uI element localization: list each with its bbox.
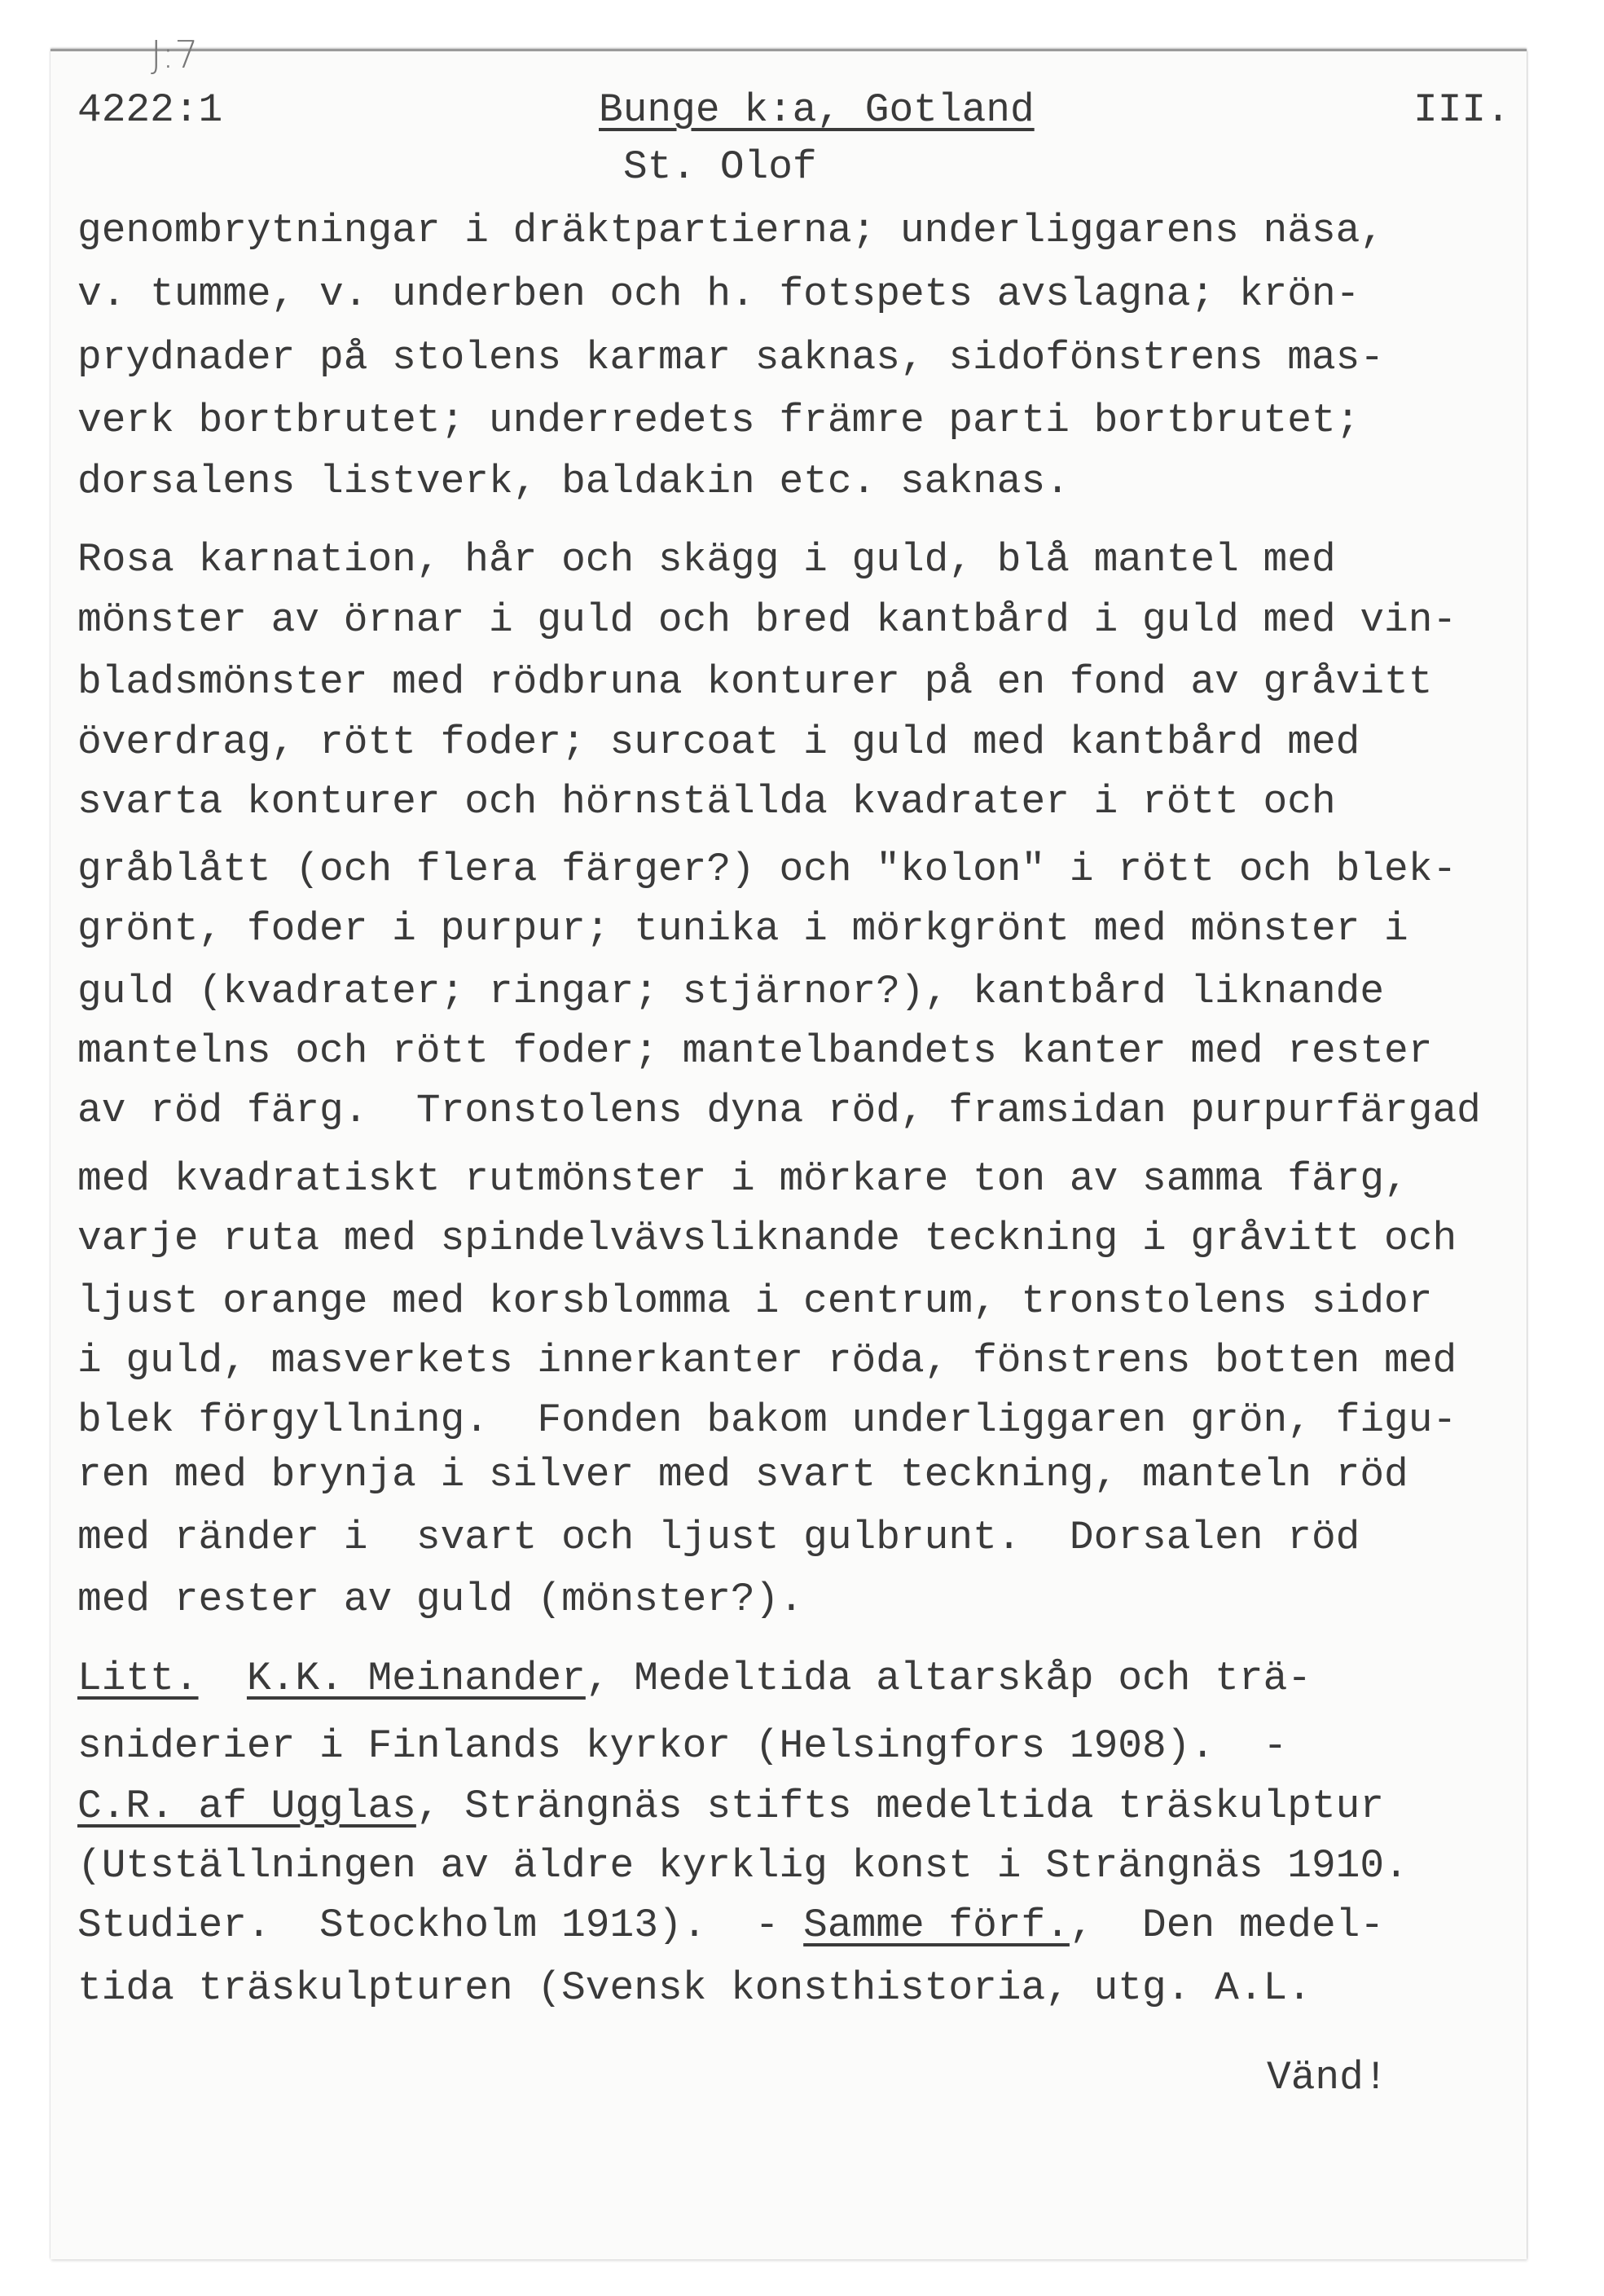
text-line: mantelns och rött foder; mantelbandets kanter med rester xyxy=(77,1028,1433,1074)
catalog-number: 4222:1 xyxy=(77,87,223,133)
author-ugglas: C.R. af Ugglas xyxy=(77,1784,416,1829)
text-line: Rosa karnation, hår och skägg i guld, blå mantel med xyxy=(77,537,1336,583)
text-line: genombrytningar i dräktpartierna; underliggarens näsa, xyxy=(77,208,1385,253)
handwritten-note: J:7 xyxy=(151,33,199,77)
text-line: bladsmönster med rödbruna konturer på en fond av gråvitt xyxy=(77,659,1433,705)
text-line: dorsalens listverk, baldakin etc. saknas. xyxy=(77,459,1070,504)
citation-text: , Medeltida altarskåp och trä- xyxy=(585,1656,1312,1701)
page-numeral: III. xyxy=(1413,87,1510,133)
text-line: med ränder i svart och ljust gulbrunt. Dorsalen röd xyxy=(77,1515,1360,1560)
location-title: Bunge k:a, Gotland xyxy=(599,87,1035,133)
citation-text: , Den medel- xyxy=(1069,1902,1385,1948)
author-meinander: K.K. Meinander xyxy=(246,1656,586,1701)
text-line: varje ruta med spindelvävsliknande teckning i gråvitt och xyxy=(77,1216,1457,1261)
text-line: mönster av örnar i guld och bred kantbård i guld med vin- xyxy=(77,597,1457,643)
citation-text: , Strängnäs stifts medeltida träskulptur xyxy=(415,1784,1385,1829)
text-line: ren med brynja i silver med svart teckning, manteln röd xyxy=(77,1452,1408,1498)
text-line: grönt, foder i purpur; tunika i mörkgrönt med mönster i xyxy=(77,906,1408,952)
text-line: av röd färg. Tronstolens dyna röd, framsidan purpurfärgad xyxy=(77,1088,1481,1133)
text-line: i guld, masverkets innerkanter röda, fönstrens botten med xyxy=(77,1338,1457,1383)
text-line: v. tumme, v. underben och h. fotspets avslagna; krön- xyxy=(77,271,1360,317)
text-line: gråblått (och flera färger?) och "kolon" i rött och blek- xyxy=(77,847,1457,892)
subject-title: St. Olof xyxy=(623,144,817,190)
literature-line xyxy=(77,1901,1384,1950)
literature-label: Litt. xyxy=(77,1656,199,1701)
author-samme-forf: Samme förf. xyxy=(803,1902,1070,1948)
text-line: svarta konturer och hörnställda kvadrater i rött och xyxy=(77,779,1336,825)
text-line: med rester av guld (mönster?). xyxy=(77,1577,804,1622)
text-line: ljust orange med korsblomma i centrum, tronstolens sidor xyxy=(77,1278,1433,1324)
text-line: blek förgyllning. Fonden bakom underliggaren grön, figu- xyxy=(77,1397,1457,1443)
text-line: överdrag, rött foder; surcoat i guld med kantbård med xyxy=(77,719,1360,765)
literature-line: tida träskulpturen (Svensk konsthistoria, utg. A.L. xyxy=(77,1965,1312,2011)
text-line: prydnader på stolens karmar saknas, sidofönstrens mas- xyxy=(77,335,1385,380)
citation-text: Studier. Stockholm 1913). - xyxy=(77,1902,804,1948)
text-line: verk bortbrutet; underredets främre parti bortbrutet; xyxy=(77,398,1360,443)
literature-line: sniderier i Finlands kyrkor (Helsingfors 1908). - xyxy=(77,1723,1288,1769)
literature-line xyxy=(77,1654,1312,1703)
text-line: med kvadratiskt rutmönster i mörkare ton av samma färg, xyxy=(77,1156,1408,1202)
literature-line: (Utställningen av äldre kyrklig konst i Strängnäs 1910. xyxy=(77,1843,1408,1889)
text-line: guld (kvadrater; ringar; stjärnor?), kantbård liknande xyxy=(77,969,1385,1014)
literature-line xyxy=(77,1782,1384,1831)
turn-over-note: Vänd! xyxy=(1267,2055,1388,2100)
